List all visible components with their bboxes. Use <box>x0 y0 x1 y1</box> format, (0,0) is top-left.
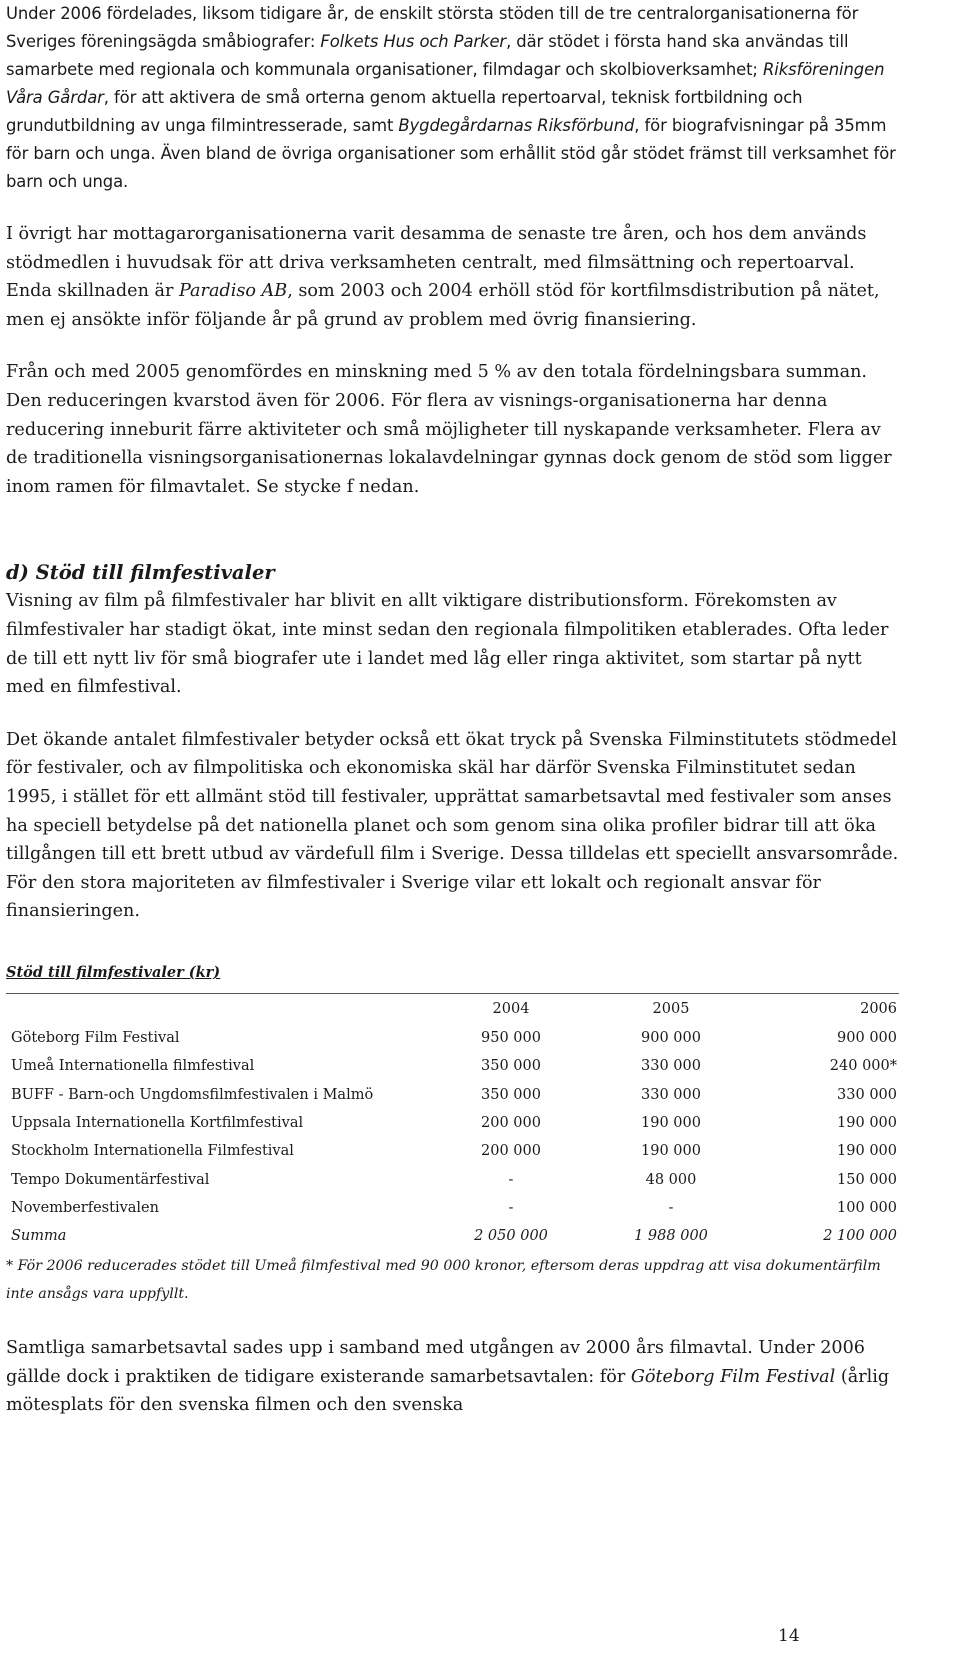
paragraph-okande-antal: Det ökande antalet filmfestivaler betyder också ett ökat tryck på Svenska Filminstitutets stödmedel för festivaler, och av filmpolitiska och ekonomiska skäl har därför Svenska Filminstitutet sedan 1995, i stället för ett allmänt stöd till festivaler, upprättat samarbetsavtal med festivaler som anses ha speciell betydelse på det nationella planet och som genom sina olika profiler bidrar till att öka tillgången till ett brett utbud av värdefull film i Sverige. Dessa tilldelas ett speciellt ansvarsområde. För den stora majoriteten av filmfestivaler i Sverige vilar ett lokalt och regionalt ansvar för finansieringen. <box>6 729 899 922</box>
festival-name: BUFF - Barn-och Ungdomsfilmfestivalen i Malmö <box>11 1086 374 1103</box>
amount-cell: - <box>668 1199 674 1216</box>
paragraph-visning-filmfestivaler: Visning av film på filmfestivaler har blivit en allt viktigare distributionsform. Förekomsten av filmfestivaler har stadigt ökat, inte minst sedan den regionala filmpolitiken etablerades. Ofta leder de till ett nytt liv för små biografer ute i landet med låg eller ringa aktivitet, som startar på nytt med en filmfestival. <box>6 591 889 698</box>
sum-cell: 2 100 000 <box>823 1228 897 1245</box>
amount-cell: 48 000 <box>645 1171 697 1188</box>
sum-label: Summa <box>11 1228 67 1245</box>
table-row <box>6 1137 899 1165</box>
amount-cell: 350 000 <box>481 1086 541 1103</box>
table-row <box>6 1024 899 1052</box>
amount-cell: 190 000 <box>837 1143 897 1160</box>
year-header: 2004 <box>492 1000 530 1017</box>
festival-name: Uppsala Internationella Kortfilmfestival <box>11 1114 304 1131</box>
amount-cell: 330 000 <box>641 1086 701 1103</box>
festival-support-table <box>6 994 899 1250</box>
amount-cell: - <box>508 1171 514 1188</box>
amount-cell: 100 000 <box>837 1199 897 1216</box>
amount-cell: 950 000 <box>481 1030 541 1047</box>
year-header: 2005 <box>652 1000 690 1017</box>
year-header: 2006 <box>860 1000 897 1017</box>
table-sum-row <box>6 1222 899 1250</box>
amount-cell: 900 000 <box>641 1030 701 1047</box>
festival-name: Novemberfestivalen <box>11 1199 159 1216</box>
table-row <box>6 1080 899 1108</box>
festival-name: Stockholm Internationella Filmfestival <box>11 1143 294 1160</box>
page-number: 14 <box>778 1626 800 1646</box>
amount-cell: - <box>508 1199 514 1216</box>
table-row <box>6 1109 899 1137</box>
festival-name: Göteborg Film Festival <box>11 1030 180 1047</box>
table-row <box>6 1194 899 1222</box>
amount-cell: 330 000 <box>837 1086 897 1103</box>
paragraph-mottagarorganisationer: I övrigt har mottagarorganisationerna varit desamma de senaste tre åren, och hos dem används stödmedlen i huvudsak för att driva verksamheten centralt, med filmsättning och repertoarval. Enda skillnaden är Paradiso AB, som 2003 och 2004 erhöll stöd för kortfilmsdistribution på nätet, men ej ansökte inför följande år på grund av problem med övrig finansiering. <box>6 224 880 330</box>
table-footnote: * För 2006 reducerades stödet till Umeå filmfestival med 90 000 kronor, eftersom deras uppdrag att visa dokumentärfilm inte ansågs vara uppfyllt. <box>6 1258 881 1303</box>
festival-name: Umeå Internationella filmfestival <box>11 1058 255 1075</box>
amount-cell: 190 000 <box>641 1143 701 1160</box>
document-page <box>6 0 901 1420</box>
paragraph-centralorganisationer: Under 2006 fördelades, liksom tidigare år, de enskilt största stöden till de tre centralorganisationerna för Sveriges föreningsägda småbiografer: Folkets Hus och Parker, där stödet i första hand ska användas till samarbete med regionala och kommunala organisationer, filmdagar och skolbioverksamhet; Riksföreningen Våra Gårdar, för att aktivera de små orterna genom aktuella repertoarval, teknisk fortbildning och grundutbildning av unga filmintresserade, samt Bygdegårdarnas Riksförbund, för biografvisningar på 35mm för barn och unga. Även bland de övriga organisationer som erhållit stöd går stödet främst till verksamhet för barn och unga. <box>6 4 896 191</box>
section-heading-filmfestivaler: d) Stöd till filmfestivaler <box>6 561 275 585</box>
amount-cell: 190 000 <box>837 1114 897 1131</box>
amount-cell: 240 000* <box>829 1058 897 1075</box>
paragraph-samarbetsavtal: Samtliga samarbetsavtal sades upp i samband med utgången av 2000 års filmavtal. Under 2006 gällde dock i praktiken de tidigare existerande samarbetsavtalen: för Göteborg Film Festival (årlig mötesplats för den svenska filmen och den svenska <box>6 1338 890 1416</box>
table-row <box>6 1052 899 1080</box>
amount-cell: 190 000 <box>641 1114 701 1131</box>
amount-cell: 150 000 <box>837 1171 897 1188</box>
amount-cell: 200 000 <box>481 1114 541 1131</box>
sum-cell: 2 050 000 <box>474 1228 548 1245</box>
amount-cell: 200 000 <box>481 1143 541 1160</box>
amount-cell: 330 000 <box>641 1058 701 1075</box>
table-title: Stöd till filmfestivaler (kr) <box>6 963 221 981</box>
paragraph-minskning: Från och med 2005 genomfördes en minskning med 5 % av den totala fördelningsbara summan. Den reduceringen kvarstod även för 2006. För flera av visnings-organisationerna har denna reducering inneburit färre aktiviteter och små möjligheter till nyskapande verksamheter. Flera av de traditionella visningsorganisationernas lokalavdelningar gynnas dock genom de stöd som ligger inom ramen för filmavtalet. Se stycke f nedan. <box>6 362 892 497</box>
amount-cell: 350 000 <box>481 1058 541 1075</box>
sum-cell: 1 988 000 <box>634 1228 708 1245</box>
festival-name: Tempo Dokumentärfestival <box>11 1171 210 1188</box>
amount-cell: 900 000 <box>837 1030 897 1047</box>
table-header-row <box>6 994 899 1024</box>
table-row <box>6 1165 899 1193</box>
